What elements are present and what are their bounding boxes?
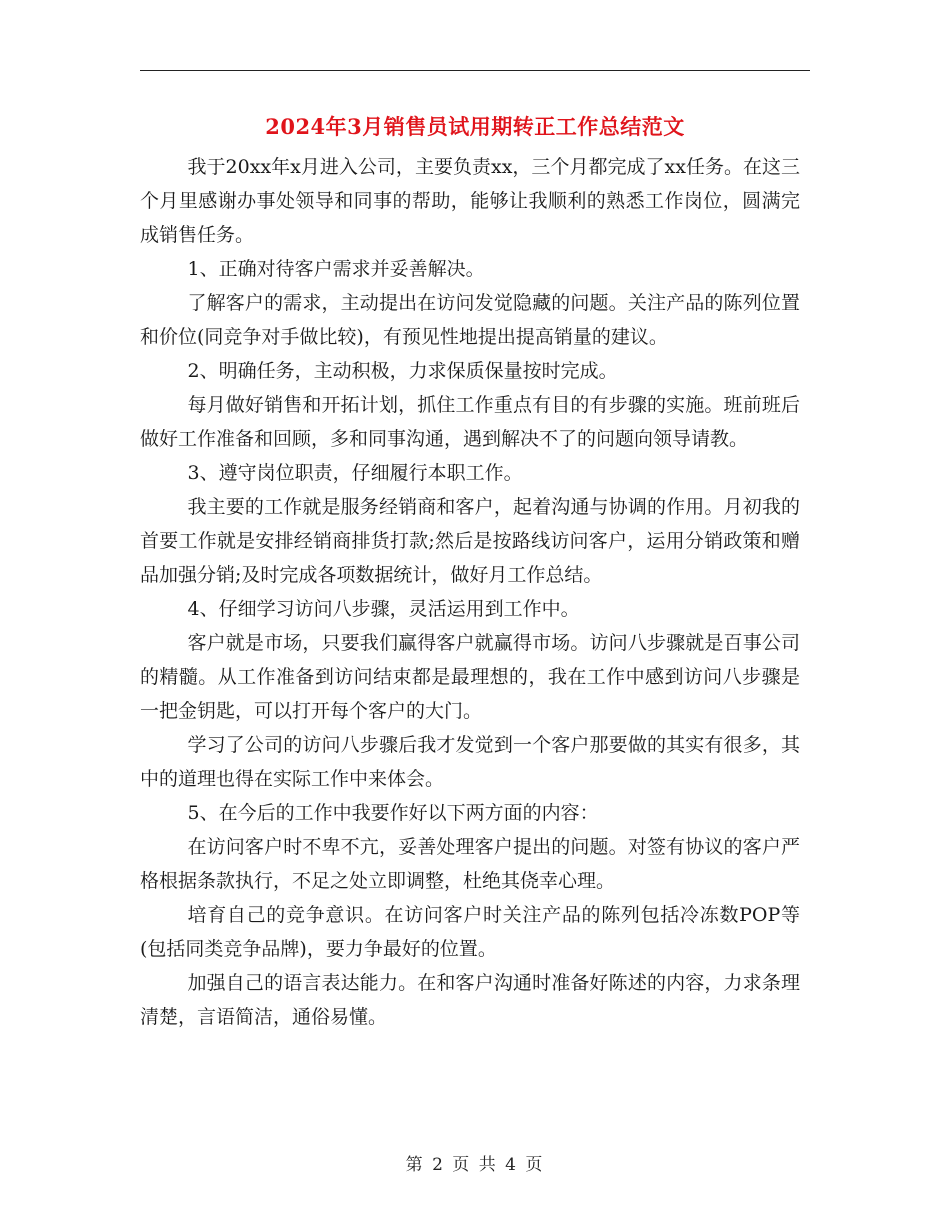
document-body (140, 150, 800, 1034)
document-title: 2024年3月销售员试用期转正工作总结范文 (265, 114, 685, 139)
paragraph: 学习了公司的访问八步骤后我才发觉到一个客户那要做的其实有很多，其中的道理也得在实际工作中来体会。 (140, 734, 800, 790)
page-footer: 第 2 页 共 4 页 (405, 1155, 545, 1175)
paragraph: 我主要的工作就是服务经销商和客户，起着沟通与协调的作用。月初我的首要工作就是安排经销商排货打款;然后是按路线访问客户，运用分销政策和赠品加强分销;及时完成各项数据统计，做好月工作总结。 (140, 496, 800, 586)
paragraph: 在访问客户时不卑不亢，妥善处理客户提出的问题。对签有协议的客户严格根据条款执行，不足之处立即调整，杜绝其侥幸心理。 (140, 836, 800, 892)
section-heading: 4、仔细学习访问八步骤，灵活运用到工作中。 (187, 598, 580, 620)
paragraph: 我于20xx年x月进入公司，主要负责xx，三个月都完成了xx任务。在这三个月里感谢办事处领导和同事的帮助，能够让我顺利的熟悉工作岗位，圆满完成销售任务。 (140, 156, 800, 246)
paragraph: 培育自己的竞争意识。在访问客户时关注产品的陈列包括冷冻数POP等(包括同类竞争品牌)，要力争最好的位置。 (140, 904, 800, 960)
header-rule (140, 70, 810, 71)
paragraph: 了解客户的需求，主动提出在访问发觉隐藏的问题。关注产品的陈列位置和价位(同竞争对手做比较)，有预见性地提出提高销量的建议。 (140, 292, 800, 348)
paragraph: 每月做好销售和开拓计划，抓住工作重点有目的有步骤的实施。班前班后做好工作准备和回顾，多和同事沟通，遇到解决不了的问题向领导请教。 (140, 394, 800, 450)
paragraph: 加强自己的语言表达能力。在和客户沟通时准备好陈述的内容，力求条理清楚，言语简洁，通俗易懂。 (140, 972, 800, 1028)
section-heading: 3、遵守岗位职责，仔细履行本职工作。 (187, 462, 523, 484)
section-heading: 1、正确对待客户需求并妥善解决。 (187, 258, 485, 280)
paragraph: 客户就是市场，只要我们赢得客户就赢得市场。访问八步骤就是百事公司的精髓。从工作准备到访问结束都是最理想的，我在工作中感到访问八步骤是一把金钥匙，可以打开每个客户的大门。 (140, 632, 800, 722)
section-heading: 2、明确任务，主动积极，力求保质保量按时完成。 (187, 360, 618, 382)
section-heading: 5、在今后的工作中我要作好以下两方面的内容： (187, 802, 599, 824)
